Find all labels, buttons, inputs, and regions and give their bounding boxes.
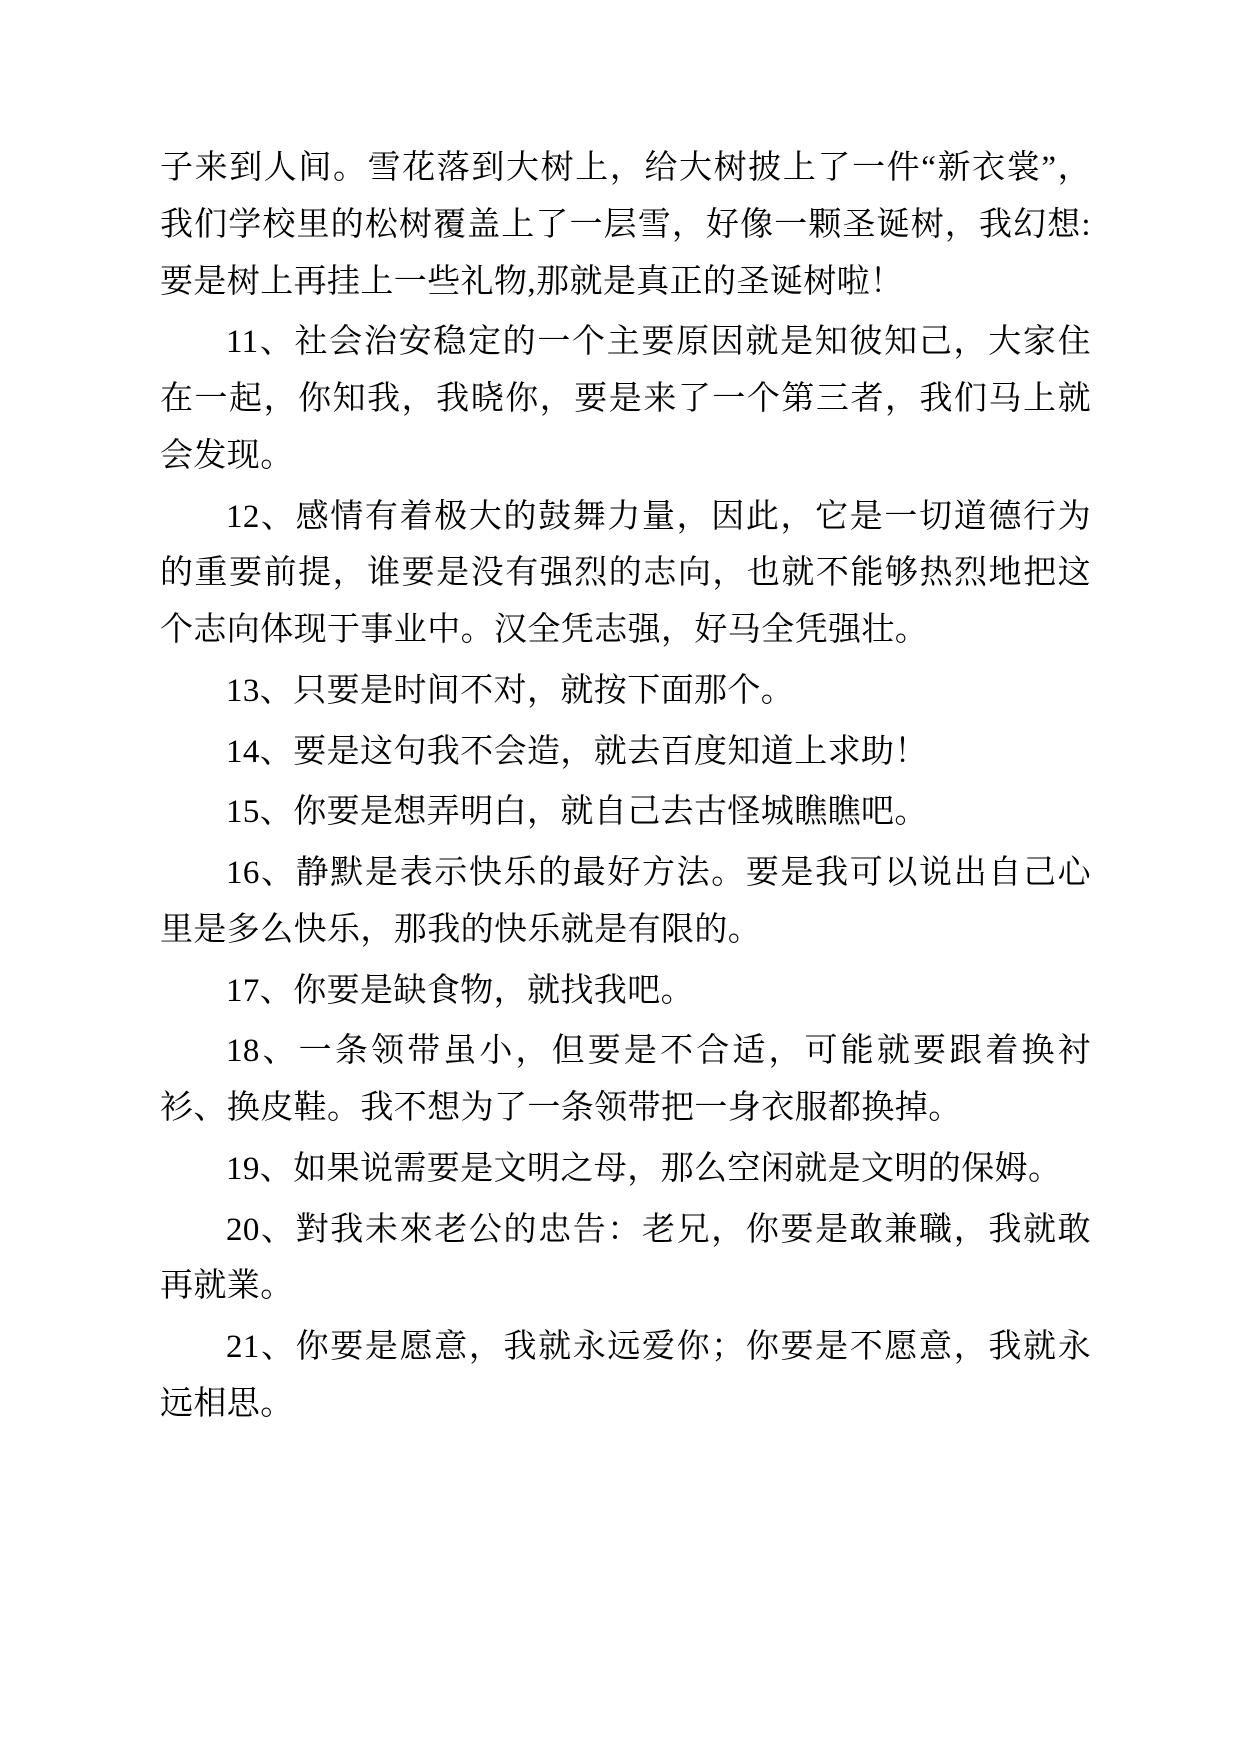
paragraph-item-18: 18、一条领带虽小，但要是不合适，可能就要跟着换衬衫、换皮鞋。我不想为了一条领带把一身衣服都换掉。 bbox=[160, 1033, 1091, 1126]
paragraph-item-16: 16、静默是表示快乐的最好方法。要是我可以说出自己心里是多么快乐，那我的快乐就是有限的。 bbox=[160, 855, 1091, 948]
paragraph-item-15: 15、你要是想弄明白，就自己去古怪城瞧瞧吧。 bbox=[226, 794, 928, 831]
paragraph-item-12: 12、感情有着极大的鼓舞力量，因此，它是一切道德行为的重要前提，谁要是没有强烈的志向，也就不能够热烈地把这个志向体现于事业中。汉全凭志强，好马全凭强壮。 bbox=[160, 498, 1091, 648]
paragraph-item-14: 14、要是这句我不会造，就去百度知道上求助！ bbox=[226, 733, 928, 770]
paragraph-item-11: 11、社会治安稳定的一个主要原因就是知彼知己，大家住在一起，你知我，我晓你，要是来了一个第三者，我们马上就会发现。 bbox=[160, 324, 1091, 474]
paragraph-continuation: 子来到人间。雪花落到大树上，给大树披上了一件“新衣裳”，我们学校里的松树覆盖上了一层雪，好像一颗圣诞树，我幻想:要是树上再挂上一些礼物,那就是真正的圣诞树啦！ bbox=[160, 150, 1091, 300]
document-body bbox=[160, 140, 1091, 1433]
paragraph-item-21: 21、你要是愿意，我就永远爱你；你要是不愿意，我就永远相思。 bbox=[160, 1329, 1091, 1422]
paragraph-item-19: 19、如果说需要是文明之母，那么空闲就是文明的保姆。 bbox=[226, 1150, 1062, 1187]
paragraph-item-13: 13、只要是时间不对，就按下面那个。 bbox=[226, 672, 795, 709]
paragraph-item-17: 17、你要是缺食物，就找我吧。 bbox=[226, 972, 694, 1009]
paragraph-item-20: 20、對我未來老公的忠告：老兄，你要是敢兼職，我就敢再就業。 bbox=[160, 1211, 1091, 1305]
